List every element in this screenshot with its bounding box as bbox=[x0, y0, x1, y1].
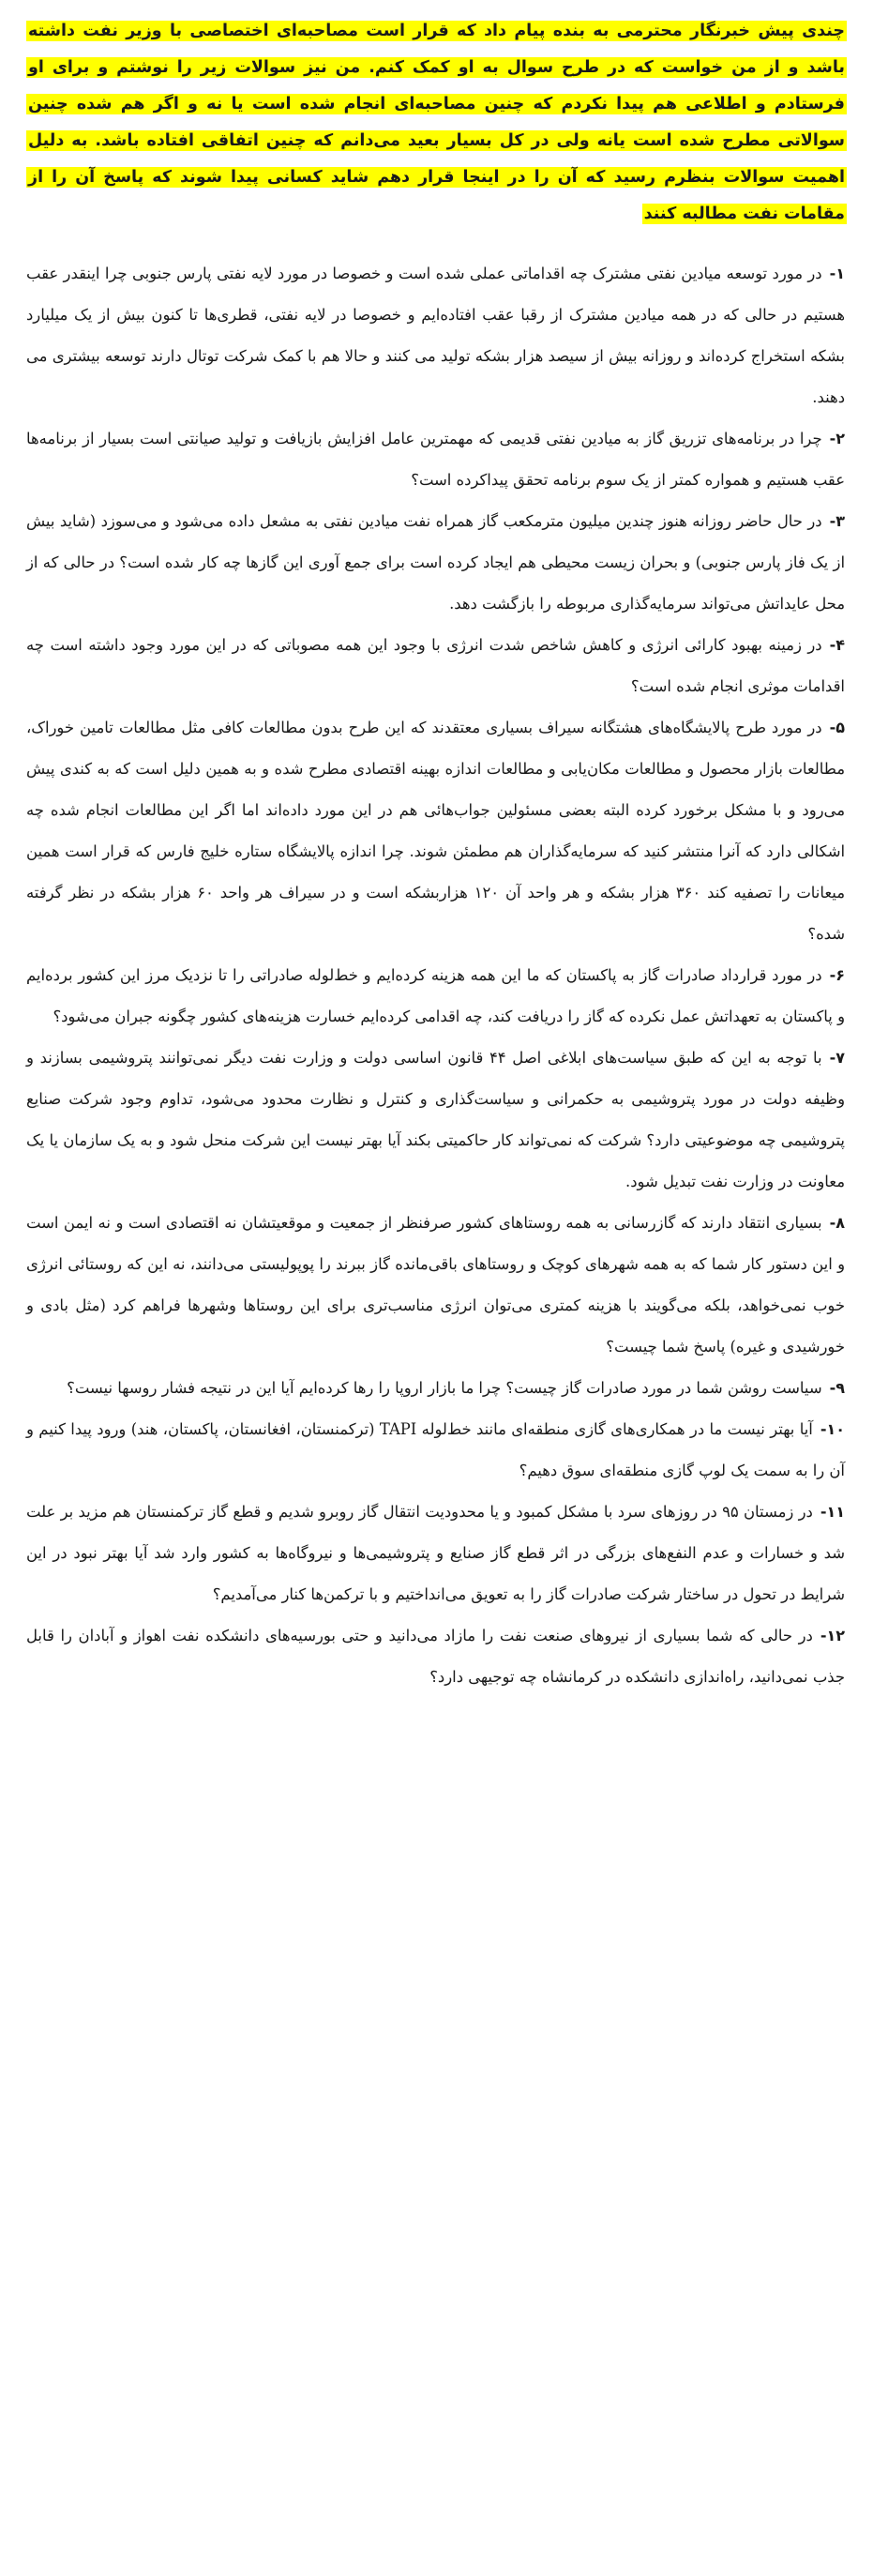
question-item bbox=[26, 1038, 845, 1203]
questions-list bbox=[23, 253, 850, 1698]
question-text: در حال حاضر روزانه هنوز چندین میلیون مترمکعب گاز همراه نفت میادین نفتی به مشعل داده می‌شود و می‌سوزد (شاید بیش از یک فاز پارس جنوبی) و بحران زیست محیطی هم ایجاد کرده است برای جمع آوری این گازها چه کار شده است؟ در حالی که از محل عایداتش می‌تواند سرمایه‌گذاری مربوطه را بازگشت دهد. bbox=[26, 512, 845, 613]
question-text: سیاست روشن شما در مورد صادرات گاز چیست؟ چرا ما بازار اروپا را رها کرده‌ایم آیا این در نتیجه فشار روسها نیست؟ bbox=[67, 1379, 822, 1397]
question-item bbox=[26, 1409, 845, 1492]
intro-highlighted-text: چندی پیش خبرنگار محترمی به بنده پیام داد که قرار است مصاحبه‌ای اختصاصی با وزیر نفت داشته باشد و از من خواست که در طرح سوال به او کمک کنم. من نیز سوالات زیر را نوشتم و برای او فرستادم و اطلاعی هم پیدا نکردم که چنین مصاحبه‌ای انجام شده است یا نه و اگر هم شده چنین سوالاتی مطرح شده است یانه ولی در کل بسیار بعید می‌دانم که چنین اتفاقی افتاده باشد. به دلیل اهمیت سوالات بنظرم رسید که آن را در اینجا قرار دهم شاید کسانی پیدا شوند که پاسخ آن را از مقامات نفت مطالبه کنند bbox=[28, 22, 845, 223]
question-item bbox=[26, 501, 845, 625]
question-item bbox=[26, 253, 845, 418]
question-text: در زمستان ۹۵ در روزهای سرد با مشکل کمبود و یا محدودیت انتقال گاز روبرو شدیم و قطع گاز ترکمنستان هم مزید بر علت شد و خسارات و عدم النفع‌های بزرگی در اثر قطع گاز صنایع و پتروشیمی‌ها و نیروگاه‌ها به کشور وارد شد آیا بهتر نبود در این شرایط در تحول در ساختار شرکت صادرات گاز را به تعویق می‌انداختیم و با ترکمن‌ها کنار می‌آمدیم؟ bbox=[26, 1503, 845, 1603]
question-item bbox=[26, 707, 845, 955]
question-number: ۳- bbox=[829, 512, 845, 530]
question-number: ۶- bbox=[829, 966, 845, 984]
question-text: در مورد قرارداد صادرات گاز به پاکستان که ما این همه هزینه کرده‌ایم و خط‌لوله صادراتی را تا نزدیک مرز این کشور برده‌ایم و پاکستان به تعهداتش عمل نکرده که گاز را دریافت کند، چه اقدامی کرده‌ایم خسارت هزینه‌های کشور چگونه جبران می‌شود؟ bbox=[26, 966, 845, 1025]
question-number: ۱۱- bbox=[820, 1503, 845, 1521]
question-text: بسیاری انتقاد دارند که گازرسانی به همه روستاهای کشور صرفنظر از جمعیت و موقعیتشان نه اقتصادی است و نه ایمن است و این دستور کار شما که به همه شهرهای کوچک و روستاهای باقی‌مانده گاز ببرند را پوپولیستی می‌دانند، نه این که روستائی انرژی خوب نمی‌خواهد، بلکه می‌گویند با هزینه کمتری می‌توان انرژی مناسب‌تری برای این روستاها وشهرها فراهم کرد (مثل بادی و خورشیدی و غیره) پاسخ شما چیست؟ bbox=[26, 1214, 845, 1356]
question-number: ۲- bbox=[829, 430, 845, 447]
question-item bbox=[26, 1203, 845, 1368]
question-text: در مورد طرح پالایشگاه‌های هشتگانه سیراف بسیاری معتقدند که این طرح بدون مطالعات کافی مثل مطالعات تامین خوراک، مطالعات بازار محصول و مطالعات مکان‌یابی و مطالعات اندازه بهینه اقتصادی مطرح شده و به همین دلیل است که به کندی پیش می‌رود و با مشکل برخورد کرده البته بعضی مسئولین جواب‌هائی هم در این مورد داده‌اند اما اگر این مطالعات انجام شده چه اشکالی دارد که آنرا منتشر کنید که سرمایه‌گذاران هم مطمئن شوند. چرا اندازه پالایشگاه ستاره خلیج فارس که قرار است همین میعانات را تصفیه کند ۳۶۰ هزار بشکه و هر واحد آن ۱۲۰ هزاربشکه است و در سیراف هر واحد ۶۰ هزار بشکه در نظر گرفته شده؟ bbox=[26, 719, 845, 943]
question-item bbox=[26, 418, 845, 501]
question-number: ۴- bbox=[829, 636, 845, 654]
question-text: در حالی که شما بسیاری از نیروهای صنعت نفت را مازاد می‌دانید و حتی بورسیه‌های دانشکده نفت اهواز و آبادان را قابل جذب نمی‌دانید، راه‌اندازی دانشکده در کرمانشاه چه توجیهی دارد؟ bbox=[26, 1627, 845, 1686]
question-number: ۱۲- bbox=[820, 1627, 845, 1644]
question-item bbox=[26, 625, 845, 707]
question-number: ۸- bbox=[829, 1214, 845, 1232]
question-number: ۷- bbox=[829, 1049, 845, 1067]
question-text: در مورد توسعه میادین نفتی مشترک چه اقداماتی عملی شده است و خصوصا در مورد لایه نفتی پارس جنوبی چرا اینقدر عقب هستیم در حالی که در همه میادین مشترک از رقبا عقب افتاده‌ایم و خصوصا در لایه نفتی، قطری‌ها تا کنون بیش از یک میلیارد بشکه استخراج کرده‌اند و روزانه بیش از سیصد هزار بشکه تولید می کنند و حالا هم با کمک شرکت توتال دارند توسعه بیشتری می دهند. bbox=[26, 265, 845, 406]
question-number: ۱۰- bbox=[820, 1420, 845, 1438]
question-item bbox=[26, 1492, 845, 1615]
intro-paragraph bbox=[26, 13, 847, 233]
question-number: ۱- bbox=[829, 265, 845, 282]
question-text: آیا بهتر نیست ما در همکاری‌های گازی منطقه‌ای مانند خط‌لوله TAPI (ترکمنستان، افغانستان، پاکستان، هند) ورود پیدا کنیم و آن را به سمت یک لوپ گازی منطقه‌ای سوق دهیم؟ bbox=[26, 1420, 845, 1479]
question-number: ۹- bbox=[829, 1379, 845, 1397]
question-text: چرا در برنامه‌های تزریق گاز به میادین نفتی قدیمی که مهمترین عامل افزایش بازیافت و تولید صیانتی است بسیار از برنامه‌ها عقب هستیم و همواره کمتر از یک سوم برنامه تحقق پیدا‌کرده است؟ bbox=[26, 430, 845, 489]
question-item bbox=[26, 955, 845, 1038]
question-number: ۵- bbox=[829, 719, 845, 736]
question-item bbox=[26, 1615, 845, 1698]
question-item bbox=[26, 1368, 845, 1409]
question-text: با توجه به این که طبق سیاست‌های ابلاغی اصل ۴۴ قانون اساسی دولت و وزارت نفت دیگر نمی‌توانند پتروشیمی بسازند و وظیفه دولت در مورد پتروشیمی به حکمرانی و سیاست‌گذاری و کنترل و نظارت محدود می‌شود، تداوم وجود شرکت صنایع پتروشیمی چه موضوعیتی دارد؟ شرکت که نمی‌تواند کار حاکمیتی بکند آیا بهتر نیست این شرکت منحل شود و به یک سازمان یا یک معاونت در وزارت نفت تبدیل شود. bbox=[26, 1049, 845, 1190]
question-text: در زمینه بهبود کارائی انرژی و کاهش شاخص شدت انرژی با وجود این همه مصوباتی که در این مورد وجود داشته است چه اقدامات موثری انجام شده است؟ bbox=[26, 636, 845, 695]
